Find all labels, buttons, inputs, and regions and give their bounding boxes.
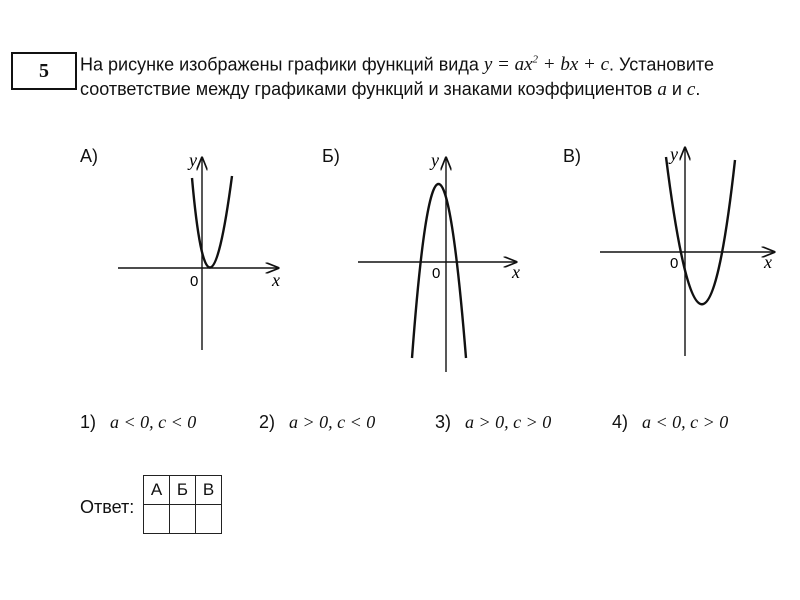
graph-a-parabola [192, 176, 232, 268]
graph-b-origin-label: 0 [432, 265, 441, 282]
option-4-condition: a < 0, c > 0 [642, 412, 729, 432]
answer-cell-v[interactable] [196, 505, 222, 534]
answer-cell-b[interactable] [170, 505, 196, 534]
task-text-after: . Установите соответствие между графиками функций и знаками коэффициентов [80, 54, 714, 100]
graph-b-y-label: y [431, 150, 439, 170]
task-number: 5 [39, 59, 49, 82]
formula-rhs: + bx + c [538, 54, 610, 76]
option-2-condition: a > 0, c < 0 [289, 412, 376, 432]
formula-exponent: 2 [532, 54, 539, 66]
graph-a-x-label: x [272, 270, 280, 290]
formula-lhs: y = ax [483, 54, 533, 76]
option-2-number: 2) [259, 412, 276, 432]
graph-b [358, 150, 520, 372]
graph-v-parabola [666, 157, 735, 304]
option-1 [80, 412, 196, 433]
answer-header-row [144, 476, 222, 505]
answer-table [143, 475, 222, 534]
option-3-number: 3) [435, 412, 452, 432]
option-3-condition: a > 0, c > 0 [465, 412, 552, 432]
answer-input-row [144, 505, 222, 534]
graph-a [118, 150, 280, 350]
answer-header-a: А [144, 476, 170, 505]
answer-header-b: Б [170, 476, 196, 505]
graph-a-y-label: y [189, 150, 197, 170]
coef-c: c [686, 79, 696, 101]
answer-header-v: В [196, 476, 222, 505]
option-3 [435, 412, 551, 433]
graph-b-x-label: x [512, 262, 520, 282]
and-word: и [666, 79, 687, 100]
graph-v [600, 144, 774, 356]
option-1-number: 1) [80, 412, 97, 432]
graph-a-label: А) [80, 146, 98, 166]
graph-b-label: Б) [322, 146, 340, 166]
coef-a: a [657, 79, 667, 101]
graph-v-label: В) [563, 146, 581, 166]
option-1-condition: a < 0, c < 0 [110, 412, 197, 432]
option-4 [612, 412, 728, 433]
graph-v-origin-label: 0 [670, 255, 679, 272]
option-4-number: 4) [612, 412, 629, 432]
graph-a-origin-label: 0 [190, 273, 199, 290]
answer-label: Ответ: [80, 497, 135, 517]
task-text-before: На рисунке изображены графики функций вида [80, 54, 484, 75]
graph-v-y-label: y [670, 144, 678, 164]
option-2 [259, 412, 375, 433]
task-period: . [695, 79, 701, 100]
answer-cell-a[interactable] [144, 505, 170, 534]
graph-v-x-label: x [764, 252, 772, 272]
